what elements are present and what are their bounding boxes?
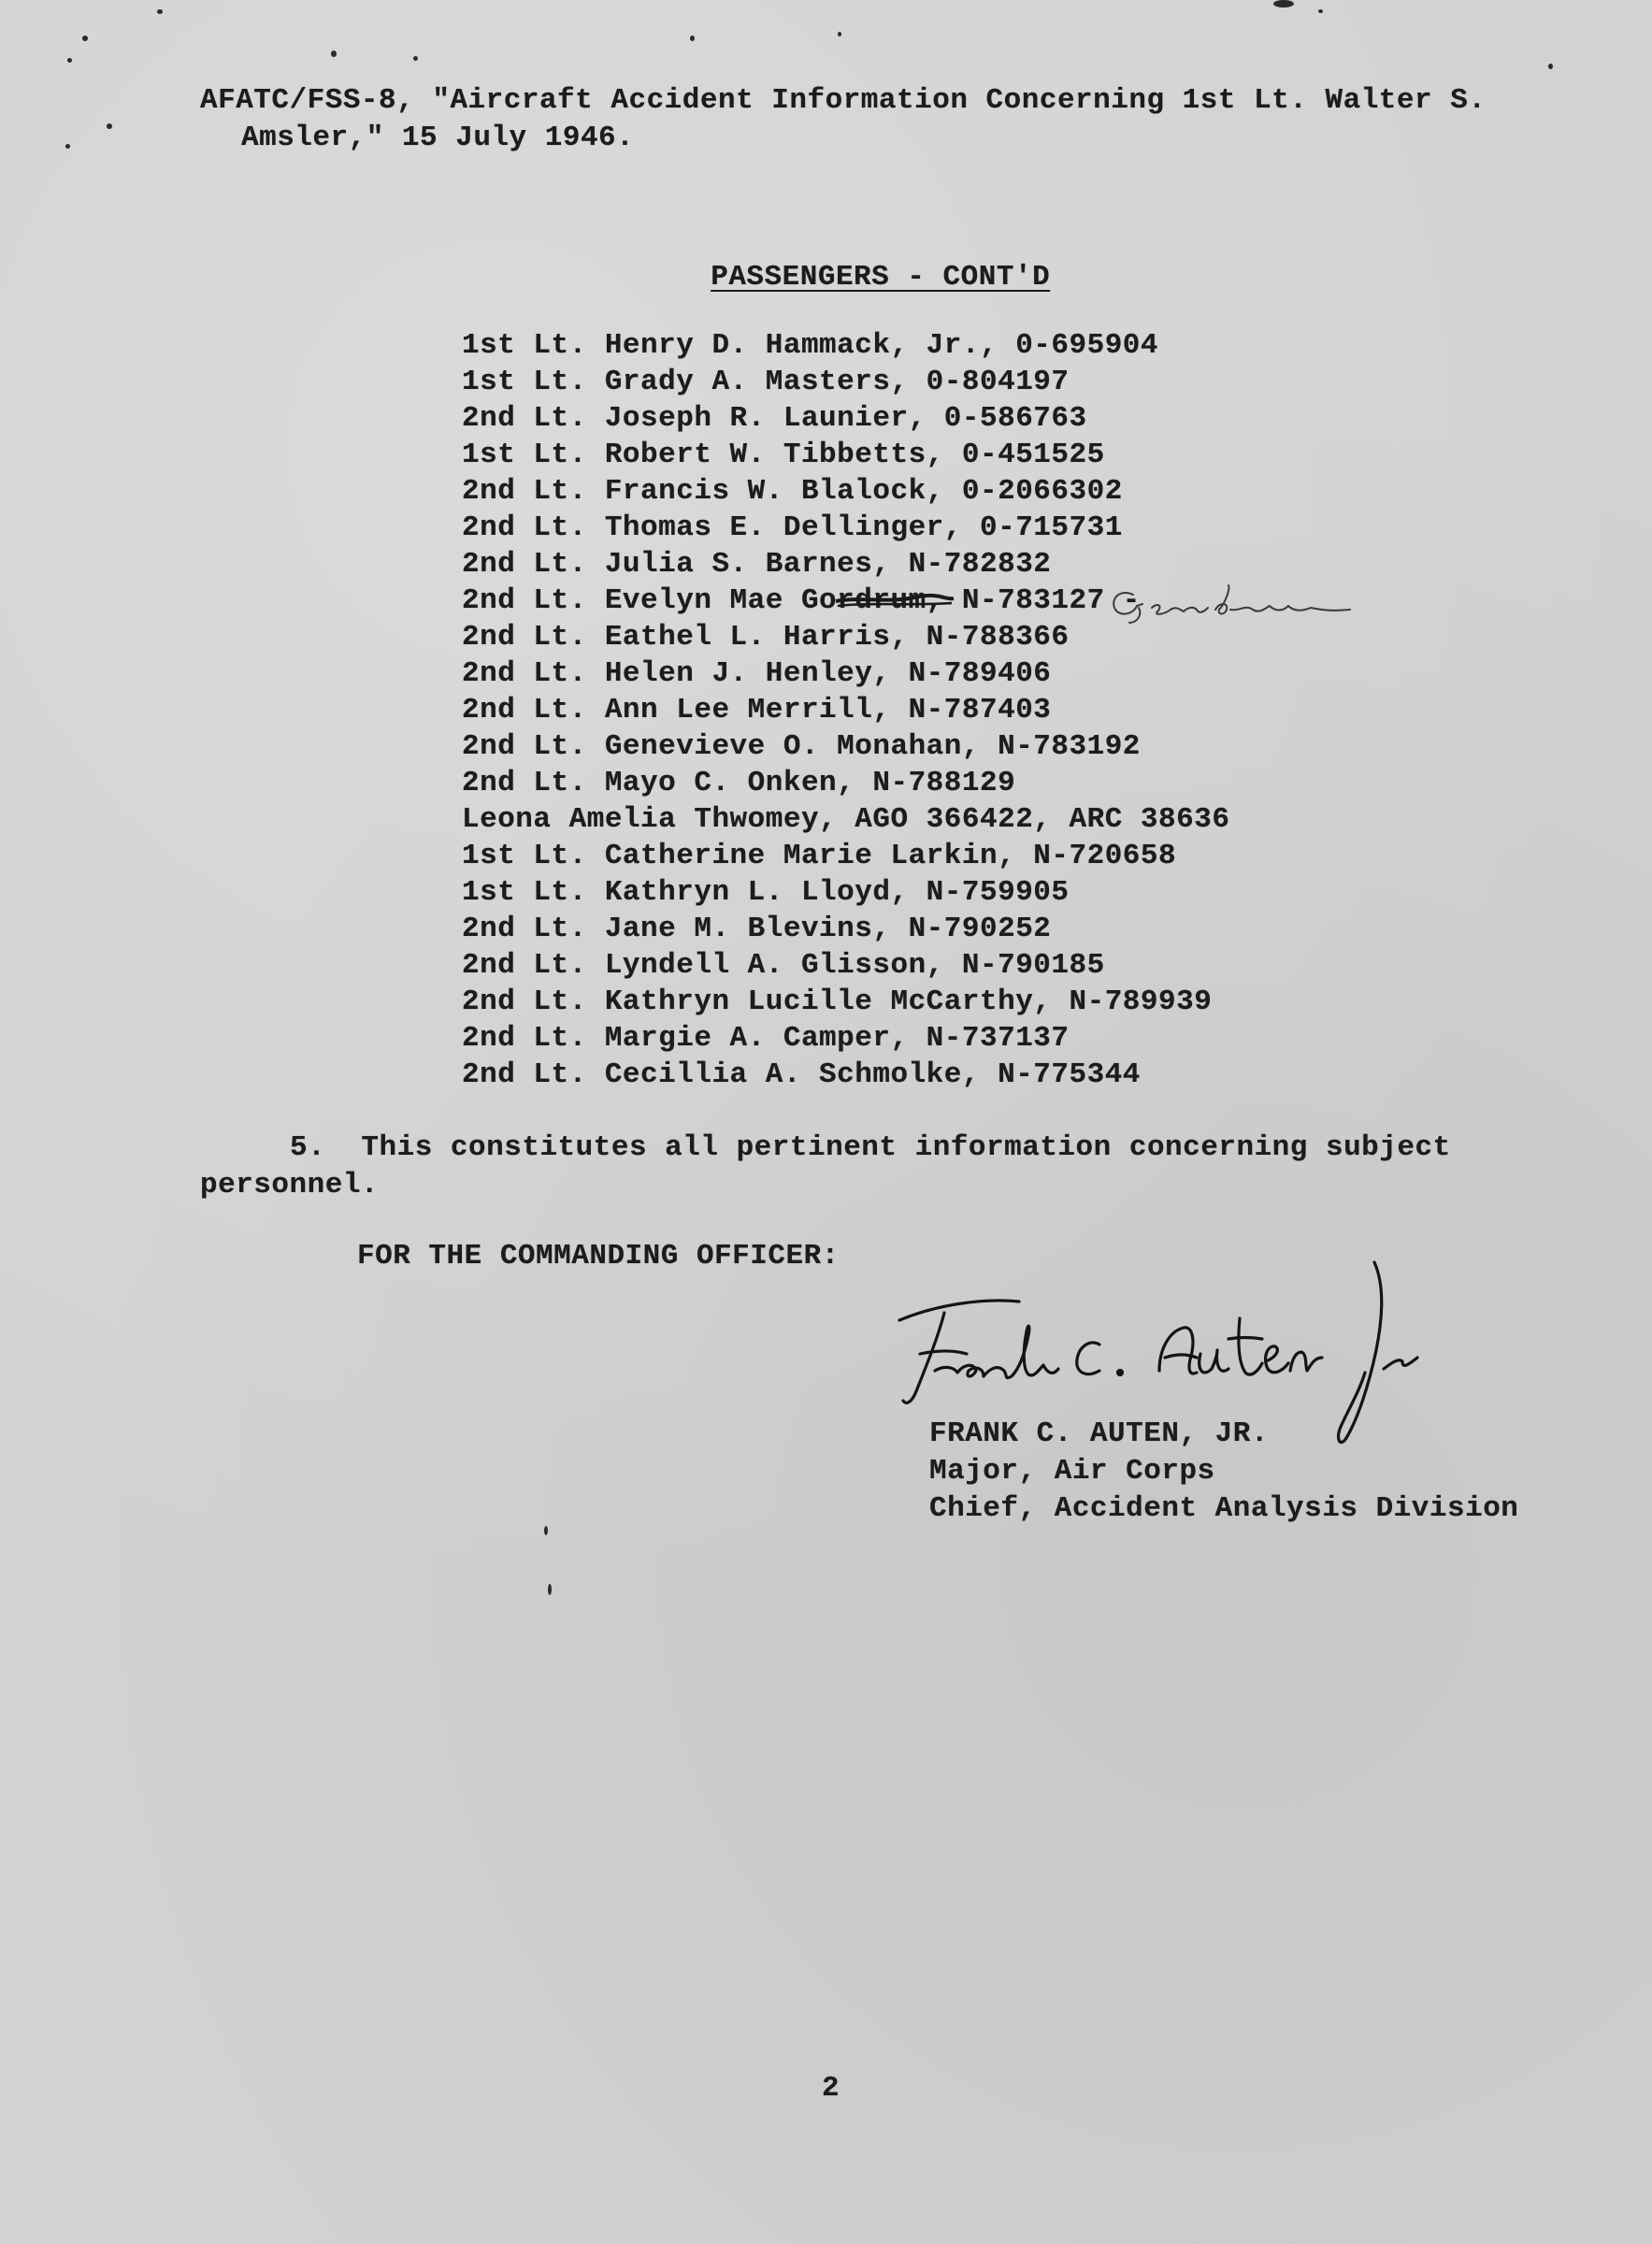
reference-line-2: Amsler," 15 July 1946. bbox=[241, 122, 635, 154]
scan-speck bbox=[157, 9, 163, 14]
scan-speck bbox=[331, 50, 337, 57]
passenger-entry: 2nd Lt. Jane M. Blevins, N-790252 bbox=[462, 913, 1052, 945]
signer-name: FRANK C. AUTEN, JR. bbox=[929, 1417, 1269, 1450]
closing-line: FOR THE COMMANDING OFFICER: bbox=[357, 1240, 840, 1273]
document-reference bbox=[200, 82, 1528, 157]
passenger-entry: Leona Amelia Thwomey, AGO 366422, ARC 38636 bbox=[462, 803, 1230, 836]
signature-block bbox=[929, 1416, 1518, 1528]
passenger-entry: 1st Lt. Kathryn L. Lloyd, N-759905 bbox=[462, 876, 1070, 909]
scan-speck bbox=[1318, 9, 1323, 13]
passenger-entry: 1st Lt. Grady A. Masters, 0-804197 bbox=[462, 366, 1070, 398]
scan-speck bbox=[413, 56, 418, 61]
passenger-entry: 2nd Lt. Evelyn Mae Gordrum, N-783127 - bbox=[462, 584, 1141, 617]
passenger-list bbox=[462, 327, 1229, 1093]
strikethrough-mark bbox=[832, 585, 957, 613]
closing-paragraph bbox=[200, 1129, 1462, 1204]
scan-speck bbox=[65, 144, 70, 149]
scan-speck bbox=[1273, 0, 1294, 7]
passenger-entry: 2nd Lt. Helen J. Henley, N-789406 bbox=[462, 657, 1052, 690]
passenger-entry: 1st Lt. Robert W. Tibbetts, 0-451525 bbox=[462, 439, 1105, 471]
passenger-entry: 2nd Lt. Francis W. Blalock, 0-2066302 bbox=[462, 475, 1123, 508]
section-title-text: PASSENGERS - CONT'D bbox=[711, 261, 1051, 294]
passenger-entry: 2nd Lt. Thomas E. Dellinger, 0-715731 bbox=[462, 511, 1123, 544]
paragraph-line-2: personnel. bbox=[200, 1169, 380, 1201]
handwritten-correction bbox=[1105, 582, 1376, 628]
scan-speck bbox=[82, 36, 88, 41]
passenger-entry: 2nd Lt. Joseph R. Launier, 0-586763 bbox=[462, 402, 1087, 435]
page-number: 2 bbox=[821, 2072, 840, 2105]
scan-speck bbox=[1548, 64, 1553, 69]
passenger-entry: 2nd Lt. Kathryn Lucille McCarthy, N-789939 bbox=[462, 985, 1213, 1018]
scan-speck bbox=[838, 32, 841, 36]
passenger-entry: 2nd Lt. Mayo C. Onken, N-788129 bbox=[462, 767, 1016, 799]
scan-speck bbox=[107, 123, 112, 129]
passenger-entry: 2nd Lt. Lyndell A. Glisson, N-790185 bbox=[462, 949, 1105, 982]
signer-rank: Major, Air Corps bbox=[929, 1455, 1215, 1488]
passenger-entry: 2nd Lt. Genevieve O. Monahan, N-783192 bbox=[462, 730, 1141, 763]
section-title bbox=[0, 228, 1652, 326]
scan-speck bbox=[548, 1584, 552, 1595]
passenger-entry: 2nd Lt. Ann Lee Merrill, N-787403 bbox=[462, 694, 1052, 726]
passenger-entry: 1st Lt. Catherine Marie Larkin, N-720658 bbox=[462, 840, 1177, 872]
passenger-entry: 1st Lt. Henry D. Hammack, Jr., 0-695904 bbox=[462, 329, 1159, 362]
scan-speck bbox=[690, 36, 695, 41]
scan-speck bbox=[544, 1526, 548, 1535]
passenger-entry: 2nd Lt. Julia S. Barnes, N-782832 bbox=[462, 548, 1052, 581]
passenger-entry: 2nd Lt. Margie A. Camper, N-737137 bbox=[462, 1022, 1070, 1055]
passenger-entry: 2nd Lt. Eathel L. Harris, N-788366 bbox=[462, 621, 1070, 654]
reference-line-1: AFATC/FSS-8, "Aircraft Accident Information Concerning 1st Lt. Walter S. bbox=[200, 84, 1487, 117]
passenger-entry: 2nd Lt. Cecillia A. Schmolke, N-775344 bbox=[462, 1058, 1141, 1091]
paragraph-line-1: 5. This constitutes all pertinent information concerning subject bbox=[290, 1131, 1451, 1164]
scan-speck bbox=[67, 58, 72, 63]
signer-title: Chief, Accident Analysis Division bbox=[929, 1492, 1519, 1525]
